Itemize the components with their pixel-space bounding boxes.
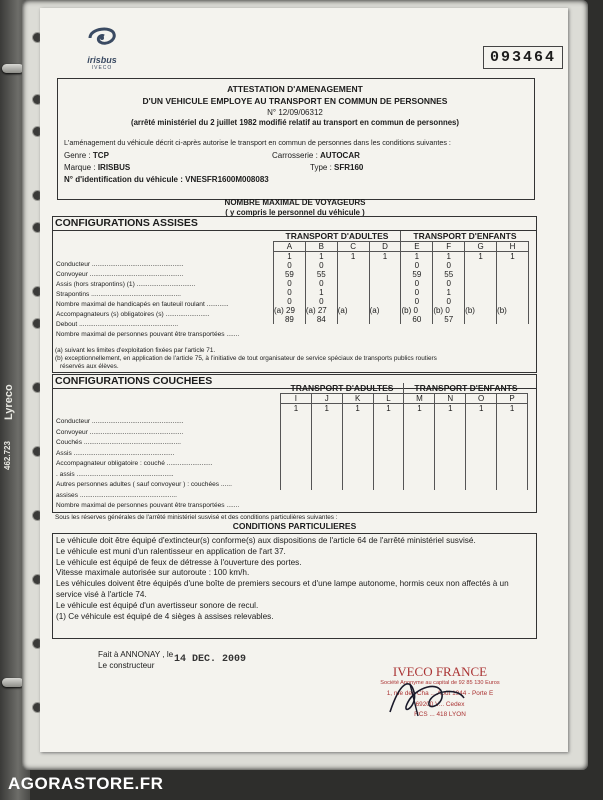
table-cell	[465, 288, 497, 297]
couchees-col-header: M	[404, 394, 435, 404]
assises-col-header: A	[274, 242, 306, 252]
table-cell	[466, 471, 497, 481]
table-cell	[281, 433, 312, 443]
vehicle-id-row	[64, 175, 269, 184]
table-cell	[337, 297, 369, 306]
binder-ring	[2, 678, 24, 687]
table-cell	[373, 433, 404, 443]
max-travellers-title: NOMBRE MAXIMAL DE VOYAGEURS	[224, 198, 366, 207]
doc-decree: (arrêté ministériel du 2 juillet 1982 modifié relatif au transport en commun de personnes)	[131, 118, 459, 127]
table-cell: 89	[274, 315, 306, 324]
type-value: SFR160	[334, 163, 364, 172]
table-cell	[404, 442, 435, 452]
table-cell: 55	[433, 270, 465, 279]
table-row	[281, 433, 528, 443]
table-cell	[373, 423, 404, 433]
binder-ring	[2, 64, 24, 73]
table-cell	[497, 433, 528, 443]
table-cell: (a)	[369, 306, 401, 315]
table-cell: 1	[274, 252, 306, 262]
table-cell	[281, 461, 312, 471]
table-cell: 1	[435, 404, 466, 414]
table-cell	[466, 452, 497, 462]
table-cell: 1	[281, 404, 312, 414]
table-cell	[497, 480, 528, 490]
genre-value: TCP	[92, 151, 109, 160]
table-cell: (b) 0	[401, 306, 433, 315]
table-cell	[404, 433, 435, 443]
spine-code: 462.723	[3, 441, 12, 470]
table-cell: 0	[433, 261, 465, 270]
table-cell	[466, 480, 497, 490]
marque-value: IRISBUS	[97, 163, 131, 172]
table-cell	[369, 279, 401, 288]
table-cell	[369, 261, 401, 270]
table-cell	[497, 270, 529, 279]
table-cell	[373, 480, 404, 490]
doc-ref: N° 12/09/06312	[267, 108, 323, 117]
table-cell	[342, 461, 373, 471]
irisbus-logo	[72, 24, 132, 71]
table-cell: 0	[305, 261, 337, 270]
table-cell: 1	[465, 252, 497, 262]
table-cell	[404, 480, 435, 490]
table-cell	[311, 414, 342, 424]
table-cell: 0	[401, 261, 433, 270]
table-cell	[466, 442, 497, 452]
row-label: Convoyeur ...................................................	[56, 271, 184, 278]
table-cell	[373, 471, 404, 481]
couchees-col-header: J	[311, 394, 342, 404]
table-row	[274, 252, 529, 262]
conditions-box	[52, 521, 537, 639]
assises-col-header: D	[369, 242, 401, 252]
agorastore-watermark: AGORASTORE.FR	[8, 774, 164, 793]
table-cell: 0	[401, 297, 433, 306]
table-cell: (a)	[337, 306, 369, 315]
table-cell	[337, 279, 369, 288]
table-cell	[404, 461, 435, 471]
table-cell	[497, 442, 528, 452]
logo-brand: irisbus	[87, 55, 117, 65]
table-cell	[311, 480, 342, 490]
table-cell: 1	[433, 288, 465, 297]
table-cell	[342, 433, 373, 443]
row-label: . assis .....................................................	[56, 470, 174, 478]
condition-line: Vitesse maximale autorisée sur autoroute : 100 km/h.	[56, 568, 250, 578]
marque-row	[64, 163, 130, 172]
conditions-lines	[56, 536, 509, 622]
row-label: Nombre maximal de personnes pouvant être transportées .......	[56, 502, 240, 509]
signature-role: Le constructeur	[98, 661, 155, 670]
table-cell: 1	[404, 404, 435, 414]
table-cell	[311, 433, 342, 443]
assises-col-header: C	[337, 242, 369, 252]
row-label: Conducteur ..................................................	[56, 261, 184, 268]
table-cell	[337, 270, 369, 279]
assises-col-header: H	[497, 242, 529, 252]
table-cell: 1	[466, 404, 497, 414]
table-cell: (b) 0	[433, 306, 465, 315]
table-cell	[497, 423, 528, 433]
table-cell	[497, 297, 529, 306]
table-cell: 1	[497, 404, 528, 414]
table-cell	[281, 480, 312, 490]
table-cell	[497, 461, 528, 471]
table-cell: 0	[305, 279, 337, 288]
table-cell	[369, 270, 401, 279]
assises-column-header	[274, 242, 529, 252]
handwritten-signature	[380, 672, 470, 722]
irisbus-logo-icon	[84, 24, 120, 50]
table-cell	[337, 288, 369, 297]
table-cell	[497, 288, 529, 297]
condition-line: (1) Ce véhicule est équipé de 4 sièges à assises relevables.	[56, 611, 274, 621]
row-label: Nombre maximal de handicapés en fauteuil roulant ............	[56, 301, 229, 308]
row-label: Nombre maximal de personnes pouvant être transportées .......	[56, 331, 240, 338]
table-row	[274, 315, 529, 324]
company-line1: Société Anonyme au capital de 92 85 130 Euros	[380, 680, 500, 686]
assises-adults-header: TRANSPORT D'ADULTES	[274, 231, 401, 242]
marque-label: Marque :	[64, 163, 96, 172]
spine-brand: Lyreco	[3, 384, 15, 420]
condition-line: Le véhicule est muni d'un ralentisseur en application de l'art 37.	[56, 546, 286, 556]
table-cell: 0	[274, 261, 306, 270]
table-cell	[466, 433, 497, 443]
table-cell	[465, 315, 497, 324]
couchees-col-header: I	[281, 394, 312, 404]
table-cell: 1	[305, 252, 337, 262]
table-cell	[373, 452, 404, 462]
table-cell: 1	[401, 252, 433, 262]
table-cell	[311, 461, 342, 471]
table-cell	[435, 471, 466, 481]
assises-col-header: E	[401, 242, 433, 252]
table-row	[281, 414, 528, 424]
table-cell	[281, 414, 312, 424]
table-row	[274, 297, 529, 306]
carrosserie-label: Carrosserie :	[272, 151, 318, 160]
table-row	[281, 404, 528, 414]
couchees-col-header: N	[435, 394, 466, 404]
table-cell	[373, 442, 404, 452]
condition-line: service visé à l'article 74.	[56, 589, 147, 599]
assises-grid	[273, 231, 529, 324]
serial-number: 093464	[483, 46, 563, 69]
row-label: assises .....................................................	[56, 491, 177, 499]
table-cell	[465, 279, 497, 288]
table-cell: 1	[342, 404, 373, 414]
table-cell: (b)	[497, 306, 529, 315]
table-cell: 1	[497, 252, 529, 262]
table-cell	[466, 461, 497, 471]
condition-line: Les véhicules doivent être équipés d'une boîte de premiers secours et d'une lampe autonome, hormis ceux non affectés à un	[56, 579, 509, 589]
table-cell	[342, 442, 373, 452]
company-line3: 69200 V... Cedex	[415, 701, 465, 708]
company-name: IVECO FRANCE	[392, 664, 488, 679]
table-cell: 55	[305, 270, 337, 279]
table-cell	[342, 423, 373, 433]
table-cell	[465, 261, 497, 270]
vehicle-id-label: N° d'identification du véhicule :	[64, 175, 183, 184]
couchees-col-header: K	[342, 394, 373, 404]
type-label: Type :	[310, 163, 332, 172]
table-cell: 1	[373, 404, 404, 414]
assises-children-header: TRANSPORT D'ENFANTS	[401, 231, 529, 242]
couchees-group-header	[281, 383, 528, 394]
table-cell	[311, 452, 342, 462]
table-cell: 0	[274, 297, 306, 306]
table-cell	[311, 471, 342, 481]
table-row	[274, 270, 529, 279]
table-row	[274, 288, 529, 297]
row-label: Debout ......................................................	[56, 321, 179, 328]
table-cell	[435, 461, 466, 471]
assises-title: CONFIGURATIONS ASSISES	[55, 217, 198, 229]
genre-row	[64, 151, 109, 160]
table-cell	[281, 423, 312, 433]
table-cell: 0	[401, 288, 433, 297]
table-cell: 59	[274, 270, 306, 279]
couchees-column-header	[281, 394, 528, 404]
table-cell: (a) 27	[305, 306, 337, 315]
table-cell: 59	[401, 270, 433, 279]
table-cell: (b)	[465, 306, 497, 315]
table-cell: 0	[401, 279, 433, 288]
row-label: Accompagnateur obligatoire : couché .........................	[56, 460, 213, 467]
table-cell	[404, 423, 435, 433]
table-cell	[404, 471, 435, 481]
row-label: Autres personnes adultes ( sauf convoyeur ) : couchées ......	[56, 481, 232, 488]
table-cell	[404, 414, 435, 424]
table-cell	[281, 442, 312, 452]
max-travellers-subtitle: ( y compris le personnel du véhicule )	[225, 208, 365, 217]
table-cell	[465, 270, 497, 279]
couchees-col-header: L	[373, 394, 404, 404]
conditions-title: CONDITIONS PARTICULIERES	[232, 521, 357, 531]
table-cell	[435, 442, 466, 452]
table-cell	[281, 452, 312, 462]
table-cell: 1	[337, 252, 369, 262]
couchees-footer: Sous les réserves générales de l'arrêté ministériel susvisé et des conditions particulières suivantes :	[55, 514, 338, 521]
assises-col-header: B	[305, 242, 337, 252]
couchees-grid	[280, 383, 528, 490]
table-row	[281, 471, 528, 481]
table-cell	[342, 452, 373, 462]
table-cell	[497, 279, 529, 288]
genre-label: Genre :	[64, 151, 91, 160]
couchees-adults-header: TRANSPORT D'ADULTES	[281, 383, 404, 394]
table-cell	[435, 414, 466, 424]
vehicle-id-value: VNESFR1600M008083	[185, 175, 269, 184]
couchees-title: CONFIGURATIONS COUCHEES	[55, 375, 213, 387]
row-label: Strapontins .................................................	[56, 291, 181, 298]
table-cell	[342, 480, 373, 490]
assises-group-header	[274, 231, 529, 242]
table-cell	[435, 433, 466, 443]
table-row	[274, 279, 529, 288]
table-cell	[369, 288, 401, 297]
table-cell	[497, 261, 529, 270]
row-label: Couchés .....................................................	[56, 439, 181, 446]
table-cell: 0	[433, 279, 465, 288]
row-label: Accompagnateurs (s) obligatoires (s) ........................	[56, 311, 210, 318]
table-cell	[466, 414, 497, 424]
table-cell: 0	[305, 297, 337, 306]
table-cell	[281, 471, 312, 481]
signature-place: Fait à ANNONAY , le	[98, 650, 174, 659]
table-cell: 57	[433, 315, 465, 324]
table-cell	[342, 414, 373, 424]
table-cell: 0	[274, 279, 306, 288]
table-row	[281, 452, 528, 462]
condition-line: Le véhicule est équipé de feux de détresse à l'ouverture des portes.	[56, 557, 302, 567]
table-row	[281, 461, 528, 471]
assises-col-header: G	[465, 242, 497, 252]
doc-title-2: D'UN VEHICULE EMPLOYE AU TRANSPORT EN COMMUN DE PERSONNES	[142, 96, 448, 106]
couchees-col-header: P	[497, 394, 528, 404]
type-row	[310, 163, 363, 172]
table-cell	[435, 423, 466, 433]
table-cell: 1	[305, 288, 337, 297]
doc-title-1: ATTESTATION D'AMENAGEMENT	[227, 84, 363, 94]
table-cell: 0	[433, 297, 465, 306]
table-cell	[497, 414, 528, 424]
table-cell	[373, 461, 404, 471]
vehicle-intro: L'aménagement du véhicule décrit ci-après autorise le transport en commun de personnes dans les conditions suivantes :	[64, 138, 451, 147]
table-cell: 84	[305, 315, 337, 324]
company-line4: RCS ... 418 LYON	[414, 711, 466, 718]
table-cell: 1	[311, 404, 342, 414]
table-cell	[497, 315, 529, 324]
logo-sub: IVECO	[91, 65, 113, 71]
table-cell	[497, 471, 528, 481]
table-cell	[342, 471, 373, 481]
assises-note-b: (b) exceptionnellement, en application de l'article 75, à l'initiative de tout organisateur de service spéciaux de transports publics routiers	[55, 355, 437, 362]
table-cell	[497, 452, 528, 462]
table-cell	[373, 414, 404, 424]
table-row	[281, 480, 528, 490]
table-cell: (a) 29	[274, 306, 306, 315]
table-cell	[466, 423, 497, 433]
table-cell	[404, 452, 435, 462]
assises-note-a: (a) suivant les limites d'exploitation fixées par l'article 71.	[55, 347, 216, 354]
table-cell	[337, 315, 369, 324]
couchees-col-header: O	[466, 394, 497, 404]
table-cell	[435, 452, 466, 462]
table-cell: 0	[274, 288, 306, 297]
table-row	[274, 306, 529, 315]
table-cell	[369, 297, 401, 306]
table-row	[281, 442, 528, 452]
carrosserie-row	[272, 151, 360, 160]
table-cell	[311, 442, 342, 452]
couchees-children-header: TRANSPORT D'ENFANTS	[404, 383, 528, 394]
table-cell	[311, 423, 342, 433]
carrosserie-value: AUTOCAR	[320, 151, 360, 160]
condition-line: Le véhicule est équipé d'un avertisseur sonore de recul.	[56, 600, 259, 610]
table-cell	[435, 480, 466, 490]
row-label: Conducteur ..................................................	[56, 418, 184, 425]
row-label: Assis .......................................................	[56, 449, 175, 457]
table-cell	[465, 297, 497, 306]
row-label: Convoyeur ...................................................	[56, 428, 184, 436]
table-cell	[337, 261, 369, 270]
table-row	[281, 423, 528, 433]
assises-note-b2: réservés aux élèves.	[60, 363, 119, 370]
row-label: Assis (hors strapontins) (1) ................................	[56, 281, 196, 288]
table-row	[274, 261, 529, 270]
table-cell: 1	[369, 252, 401, 262]
condition-line: Le véhicule doit être équipé d'extincteur(s) conforme(s) aux dispositions de l'article 64 de l'arrêté ministériel susvisé.	[56, 536, 476, 545]
signature-date-stamp: 14 DEC. 2009	[174, 654, 247, 665]
assises-col-header: F	[433, 242, 465, 252]
table-cell	[369, 315, 401, 324]
table-cell: 60	[401, 315, 433, 324]
table-cell: 1	[433, 252, 465, 262]
company-line2: 1, rue des Cha ... Août 1944 - Porte E	[386, 690, 494, 697]
